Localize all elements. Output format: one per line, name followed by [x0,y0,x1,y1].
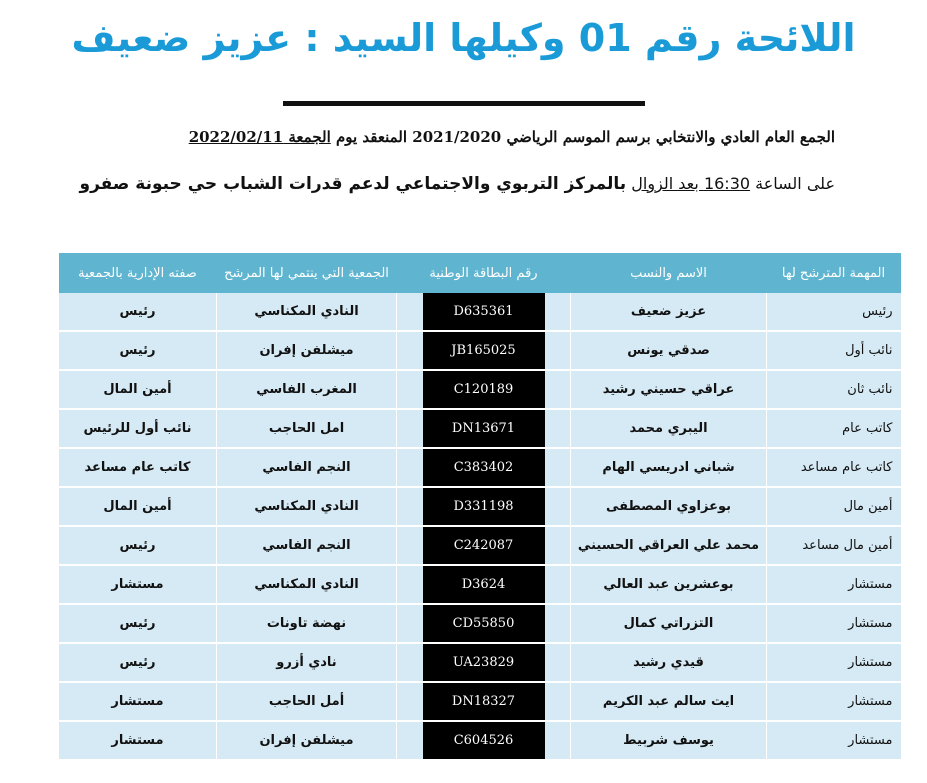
meeting-date: الجمعة 2022/02/11 [188,128,331,146]
role-cell: كاتب عام مساعد [767,448,901,487]
name-cell: ايت سالم عبد الكريم [571,682,767,721]
meeting-time: 16:30 بعد الزوال [631,174,751,193]
national-id-number: JB165025 [423,332,545,369]
card-cell [397,487,571,526]
national-id-number: CD55850 [423,605,545,642]
name-cell: عراقي حسيني رشيد [571,370,767,409]
header-role: المهمة المترشح لها [767,253,901,293]
name-cell: شباني ادريسي الهام [571,448,767,487]
name-cell: بوعزاوي المصطفى [571,487,767,526]
card-cell [397,682,571,721]
table-row [59,370,901,409]
card-cell [397,448,571,487]
national-id-number: C242087 [423,527,545,564]
national-id-number: C120189 [423,371,545,408]
table-row [59,721,901,760]
association-cell: النادي المكناسي [217,487,397,526]
meeting-location-line [80,174,835,194]
position-cell: مستشار [59,565,217,604]
name-cell: التزراتي كمال [571,604,767,643]
national-id-number: C383402 [423,449,545,486]
position-cell: رئيس [59,604,217,643]
name-cell: صدقي يونس [571,331,767,370]
meeting-info-line [189,128,835,146]
position-cell: أمين المال [59,370,217,409]
header-position: صفته الإدارية بالجمعية [59,253,217,293]
header-name: الاسم والنسب [571,253,767,293]
name-cell: محمد علي العراقي الحسيني [571,526,767,565]
position-cell: مستشار [59,682,217,721]
association-cell: المغرب الفاسي [217,370,397,409]
table-row [59,643,901,682]
role-cell: مستشار [767,721,901,760]
candidates-table [58,253,901,761]
national-id-number: C604526 [423,722,545,759]
association-cell: النجم الفاسي [217,448,397,487]
association-cell: ميشلفن إفران [217,331,397,370]
name-cell: بوعشرين عبد العالي [571,565,767,604]
role-cell: رئيس [767,293,901,331]
position-cell: رئيس [59,293,217,331]
national-id-number: DN18327 [423,683,545,720]
table-row [59,565,901,604]
table-row [59,448,901,487]
position-cell: أمين المال [59,487,217,526]
national-id-number: UA23829 [423,644,545,681]
national-id-number: D3624 [423,566,545,603]
table-row [59,604,901,643]
table-row [59,293,901,331]
name-cell: عزيز ضعيف [571,293,767,331]
national-id-number: D331198 [423,488,545,525]
position-cell: رئيس [59,526,217,565]
role-cell: مستشار [767,604,901,643]
name-cell: قيدي رشيد [571,643,767,682]
meeting-time-prefix: على الساعة [755,174,835,193]
association-cell: ميشلفن إفران [217,721,397,760]
position-cell: رئيس [59,331,217,370]
card-cell [397,370,571,409]
card-cell [397,565,571,604]
role-cell: كاتب عام [767,409,901,448]
role-cell: أمين مال مساعد [767,526,901,565]
role-cell: مستشار [767,643,901,682]
table-body [59,293,901,760]
role-cell: نائب أول [767,331,901,370]
card-cell [397,643,571,682]
table-row [59,682,901,721]
role-cell: مستشار [767,682,901,721]
card-cell [397,293,571,331]
table-row [59,331,901,370]
role-cell: نائب ثان [767,370,901,409]
name-cell: يوسف شربيط [571,721,767,760]
meeting-description: الجمع العام العادي والانتخابي برسم الموسم الرياضي 2021/2020 المنعقد يوم [335,128,835,146]
position-cell: رئيس [59,643,217,682]
card-cell [397,604,571,643]
title-underline-divider [283,101,645,106]
role-cell: أمين مال [767,487,901,526]
page-title: اللائحة رقم 01 وكيلها السيد : عزيز ضعيف [71,16,856,60]
national-id-number: D635361 [423,293,545,330]
position-cell: نائب أول للرئيس [59,409,217,448]
national-id-number: DN13671 [423,410,545,447]
association-cell: أمل الحاجب [217,682,397,721]
table-row [59,409,901,448]
card-cell [397,721,571,760]
table-row [59,487,901,526]
association-cell: نادي أزرو [217,643,397,682]
association-cell: نهضة تاونات [217,604,397,643]
card-cell [397,331,571,370]
table-header-row [59,253,901,293]
name-cell: اليبري محمد [571,409,767,448]
position-cell: كاتب عام مساعد [59,448,217,487]
table-row [59,526,901,565]
association-cell: النادي المكناسي [217,565,397,604]
card-cell [397,526,571,565]
association-cell: النجم الفاسي [217,526,397,565]
meeting-venue: بالمركز التربوي والاجتماعي لدعم قدرات الشباب حي حبونة صفرو [79,174,627,194]
header-card: رقم البطاقة الوطنية [397,253,571,293]
role-cell: مستشار [767,565,901,604]
header-association: الجمعية التي ينتمي لها المرشح [217,253,397,293]
position-cell: مستشار [59,721,217,760]
association-cell: النادي المكناسي [217,293,397,331]
association-cell: امل الحاجب [217,409,397,448]
card-cell [397,409,571,448]
